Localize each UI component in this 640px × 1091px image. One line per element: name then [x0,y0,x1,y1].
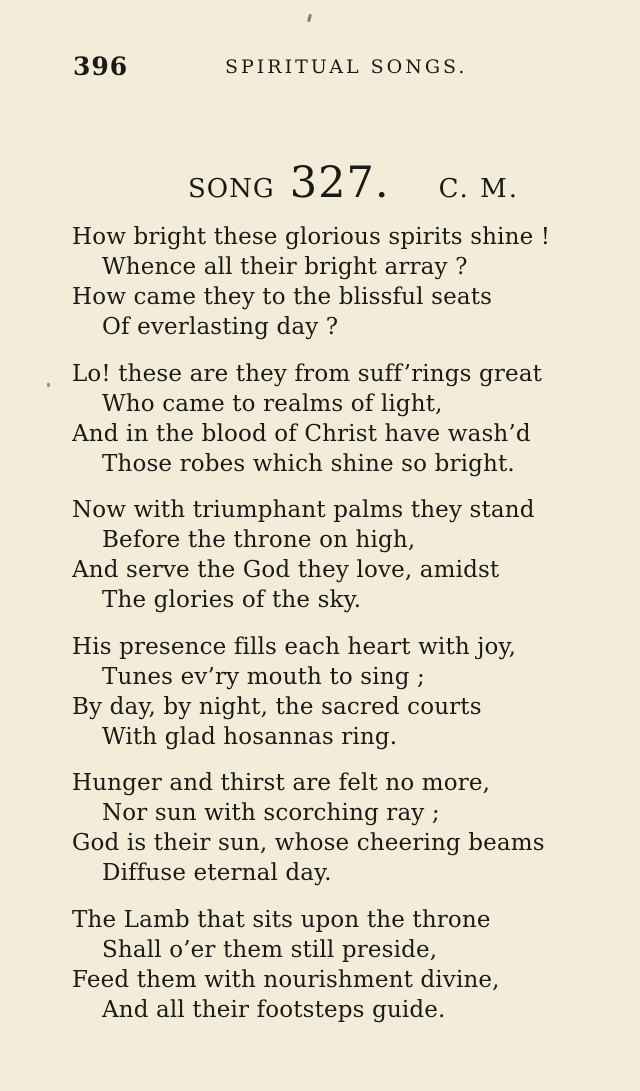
stanza-4 [0,632,640,752]
verse-line: With glad hosannas ring. [102,723,398,750]
verse-line: Lo! these are they from suff’rings great [72,360,543,387]
verse-line: And in the blood of Christ have wash’d [72,420,531,447]
running-title: SPIRITUAL SONGS. [225,56,468,78]
verse-line: Who came to realms of light, [102,390,443,417]
verse-line: By day, by night, the sacred courts [72,693,482,720]
verse-line: Those robes which shine so bright. [102,450,515,477]
stanza-5 [0,768,640,888]
verse-line: His presence fills each heart with joy, [72,633,517,660]
verse-line: And all their footsteps guide. [102,996,446,1023]
verse-line: And serve the God they love, amidst [72,557,500,583]
verse-line: Hunger and thirst are felt no more, [72,770,491,796]
verse-line: Shall o’er them still preside, [102,936,438,963]
running-head [0,52,640,88]
verse-line: Nor sun with scorching ray ; [102,800,440,826]
verse-line: The glories of the sky. [102,587,362,613]
verse-line: Before the throne on high, [102,527,416,553]
song-meter: C. M. [438,174,519,204]
verse-line: How bright these glorious spirits shine ! [72,224,551,250]
page-number: 396 [73,52,129,81]
song-heading [188,158,519,214]
verse-line: The Lamb that sits upon the throne [72,906,491,933]
verse-line: Diffuse eternal day. [102,860,332,886]
verse-line: Now with triumphant palms they stand [72,497,535,523]
stanza-6 [0,905,640,1025]
verse-line: Tunes ev’ry mouth to sing ; [102,663,425,690]
stanza-3 [0,495,640,615]
hymn-text [0,222,640,1041]
stanza-1 [0,222,640,342]
verse-line: God is their sun, whose cheering beams [72,830,545,856]
verse-line: Feed them with nourishment divine, [72,966,500,993]
verse-line: How came they to the blissful seats [72,284,493,310]
verse-line: Whence all their bright array ? [102,254,468,280]
song-number: 327. [289,158,390,208]
verse-line: Of everlasting day ? [102,314,339,340]
song-label: SONG [188,174,275,204]
stanza-2 [0,359,640,479]
print-speck [307,14,312,23]
